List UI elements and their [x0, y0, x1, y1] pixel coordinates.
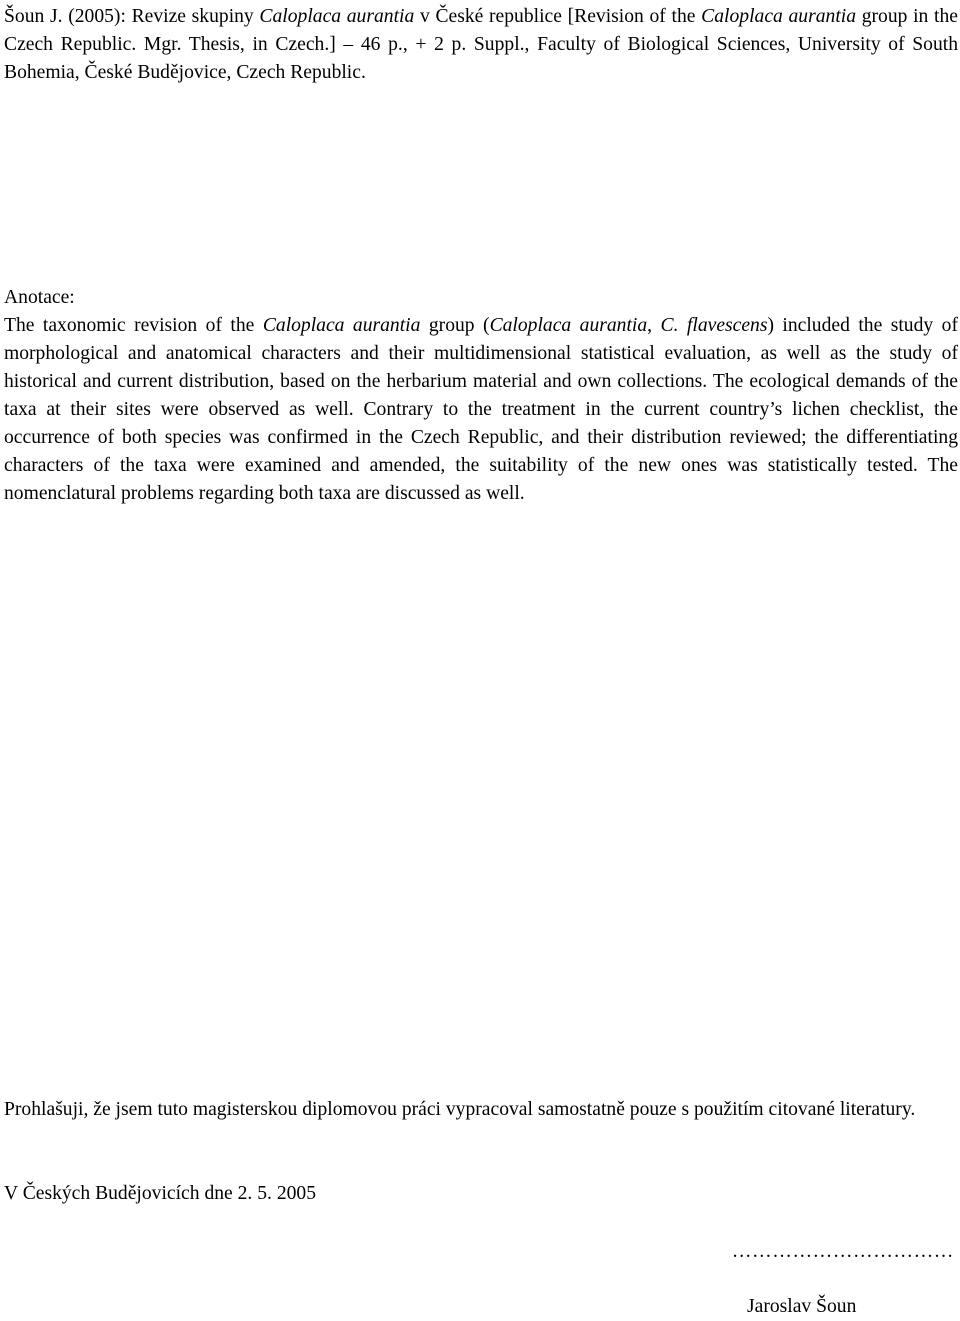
abstract-taxon-1: Caloplaca aurantia: [262, 315, 421, 336]
abstract: [4, 284, 958, 508]
abstract-taxon-3: C. flavescens: [660, 315, 768, 336]
abstract-heading: Anotace:: [4, 287, 75, 308]
bibliographic-citation: [4, 3, 958, 87]
place-and-date: V Českých Budějovicích dne 2. 5. 2005: [4, 1183, 317, 1204]
citation-text-3: group in the Czech Republic. Mgr. Thesis, in Czech.] – 46 p., + 2 p. Suppl., Faculty of Biological Sciences, University of South Bohemia, České Budějovice, Czech Republic.: [4, 6, 958, 83]
declaration: Prohlašuji, že jsem tuto magisterskou diplomovou práci vypracoval samostatně pouze s použitím citované literatury.: [4, 1099, 916, 1120]
abstract-text-3: ,: [647, 315, 661, 336]
citation-text-1: Šoun J. (2005): Revize skupiny: [4, 6, 260, 27]
citation-taxon-2: Caloplaca aurantia: [701, 6, 857, 27]
abstract-text-1: The taxonomic revision of the: [4, 315, 263, 336]
abstract-text-4: ) included the study of morphological and anatomical characters and their multidimensional statistical evaluation, as well as the study of historical and current distribution, based on the herbarium material and own collections. The ecological demands of the taxa at their sites were observed as well. Contrary to the treatment in the current country’s lichen checklist, the occurrence of both species was confirmed in the Czech Republic, and their distribution reviewed; the differentiating characters of the taxa were examined and amended, the suitability of the new ones was statistically tested. The nomenclatural problems regarding both taxa are discussed as well.: [4, 315, 958, 504]
abstract-text-2: group (: [420, 315, 490, 336]
signature-line: ……………………………: [731, 1241, 954, 1262]
abstract-taxon-2: Caloplaca aurantia: [489, 315, 648, 336]
citation-taxon-1: Caloplaca aurantia: [259, 6, 415, 27]
signatory-name: Jaroslav Šoun: [747, 1296, 857, 1317]
citation-text-2: v České republice [Revision of the: [414, 6, 702, 27]
